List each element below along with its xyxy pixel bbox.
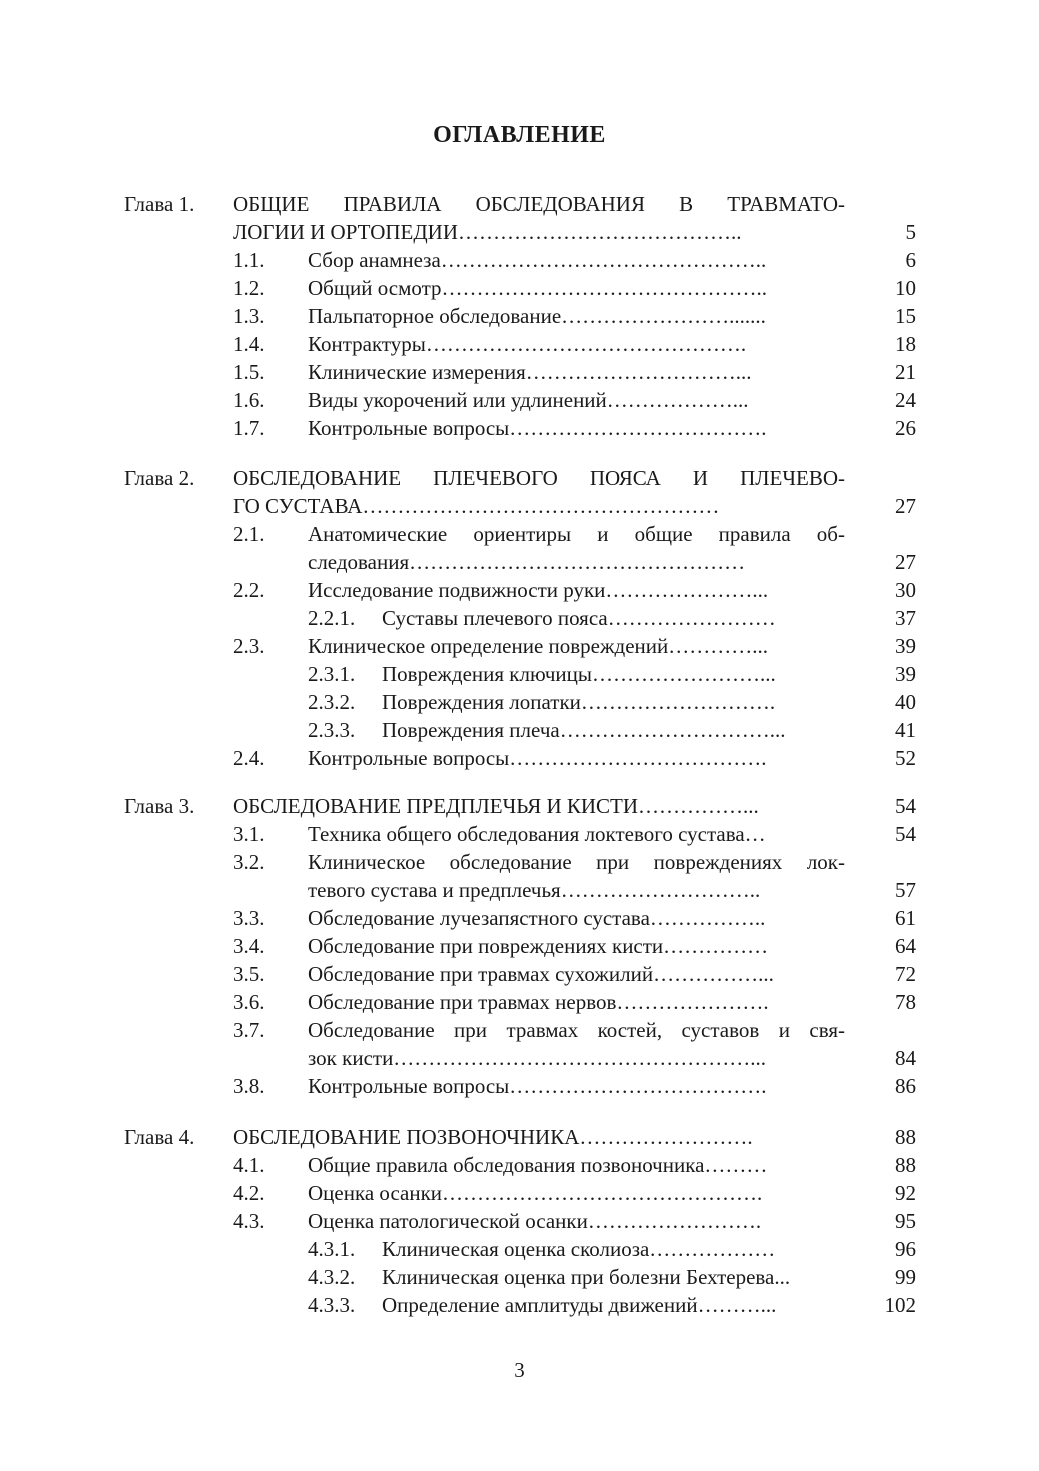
- section-number: 4.2.: [233, 1181, 265, 1205]
- section-page-number: 61: [895, 906, 916, 930]
- section-title: Контрольные вопросы……………………………….: [308, 1074, 767, 1098]
- section-title: Пальпаторное обследование…………………….......: [308, 304, 766, 328]
- chapter-title: ОБСЛЕДОВАНИЕ ПРЕДПЛЕЧЬЯ И КИСТИ……………...: [233, 794, 759, 818]
- chapter-page-number: 27: [895, 494, 916, 518]
- section-page-number: 27: [895, 550, 916, 574]
- section-title: Общие правила обследования позвоночника………: [308, 1153, 768, 1177]
- section-page-number: 84: [895, 1046, 916, 1070]
- section-title: Сбор анамнеза………………………………………..: [308, 248, 767, 272]
- section-number: 2.3.: [233, 634, 265, 658]
- chapter-title: ГО СУСТАВА……………………………………………: [233, 494, 720, 518]
- section-number: 1.4.: [233, 332, 265, 356]
- chapter-page-number: 5: [905, 220, 916, 244]
- section-title: Клиническая оценка при болезни Бехтерева...: [382, 1265, 791, 1289]
- section-page-number: 64: [895, 934, 916, 958]
- section-title: Обследование при травмах костей, суставов и свя-: [308, 1018, 845, 1042]
- section-number: 4.3.: [233, 1209, 265, 1233]
- section-title: Общий осмотр………………………………………..: [308, 276, 768, 300]
- section-page-number: 24: [895, 388, 916, 412]
- section-number: 3.8.: [233, 1074, 265, 1098]
- section-title: Обследование при травмах нервов………………….: [308, 990, 769, 1014]
- section-page-number: 37: [895, 606, 916, 630]
- section-number: 3.5.: [233, 962, 265, 986]
- section-page-number: 21: [895, 360, 916, 384]
- section-number: 2.2.: [233, 578, 265, 602]
- section-title: Исследование подвижности руки…………………...: [308, 578, 769, 602]
- section-title: Определение амплитуды движений………...: [382, 1293, 777, 1317]
- section-page-number: 88: [895, 1153, 916, 1177]
- section-number: 2.1.: [233, 522, 265, 546]
- section-page-number: 95: [895, 1209, 916, 1233]
- section-page-number: 6: [905, 248, 916, 272]
- section-title: Контрольные вопросы……………………………….: [308, 416, 767, 440]
- section-title: Клинические измерения…………………………...: [308, 360, 752, 384]
- section-page-number: 30: [895, 578, 916, 602]
- section-page-number: 15: [895, 304, 916, 328]
- section-title: Клиническое определение повреждений…………...: [308, 634, 768, 658]
- chapter-title: ОБЩИЕ ПРАВИЛА ОБСЛЕДОВАНИЯ В ТРАВМАТО-: [233, 192, 845, 216]
- section-number: 3.4.: [233, 934, 265, 958]
- section-number: 1.5.: [233, 360, 265, 384]
- section-page-number: 92: [895, 1181, 916, 1205]
- section-number: 4.3.1.: [308, 1237, 356, 1261]
- section-title: Оценка осанки……………………………………….: [308, 1181, 763, 1205]
- section-title: Контрактуры……………………………………….: [308, 332, 747, 356]
- section-number: 1.6.: [233, 388, 265, 412]
- section-number: 2.3.1.: [308, 662, 356, 686]
- section-number: 4.1.: [233, 1153, 265, 1177]
- section-number: 2.3.2.: [308, 690, 356, 714]
- section-number: 3.6.: [233, 990, 265, 1014]
- section-title: Повреждения ключицы……………………...: [382, 662, 776, 686]
- section-title: тевого сустава и предплечья………………………..: [308, 878, 761, 902]
- section-number: 3.2.: [233, 850, 265, 874]
- section-page-number: 40: [895, 690, 916, 714]
- section-title: Виды укорочений или удлинений………………...: [308, 388, 749, 412]
- chapter-label: Глава 2.: [124, 466, 195, 490]
- chapter-label: Глава 3.: [124, 794, 195, 818]
- section-page-number: 39: [895, 634, 916, 658]
- section-number: 1.7.: [233, 416, 265, 440]
- chapter-label: Глава 4.: [124, 1125, 195, 1149]
- section-page-number: 96: [895, 1237, 916, 1261]
- section-number: 1.2.: [233, 276, 265, 300]
- section-number: 4.3.2.: [308, 1265, 356, 1289]
- section-page-number: 26: [895, 416, 916, 440]
- section-page-number: 52: [895, 746, 916, 770]
- section-page-number: 41: [895, 718, 916, 742]
- section-page-number: 86: [895, 1074, 916, 1098]
- section-title: зок кисти……………………………………………...: [308, 1046, 767, 1070]
- section-number: 1.1.: [233, 248, 265, 272]
- section-page-number: 39: [895, 662, 916, 686]
- chapter-label: Глава 1.: [124, 192, 195, 216]
- page-title: ОГЛАВЛЕНИЕ: [433, 122, 606, 148]
- page-number: 3: [514, 1358, 525, 1382]
- chapter-page-number: 54: [895, 794, 916, 818]
- section-title: следования…………………………………………: [308, 550, 746, 574]
- section-number: 2.4.: [233, 746, 265, 770]
- section-number: 2.3.3.: [308, 718, 356, 742]
- section-page-number: 72: [895, 962, 916, 986]
- section-title: Повреждения плеча…………………………...: [382, 718, 786, 742]
- chapter-page-number: 88: [895, 1125, 916, 1149]
- section-page-number: 78: [895, 990, 916, 1014]
- chapter-title: ЛОГИИ И ОРТОПЕДИИ…………………………………..: [233, 220, 742, 244]
- section-number: 2.2.1.: [308, 606, 356, 630]
- section-page-number: 99: [895, 1265, 916, 1289]
- chapter-title: ОБСЛЕДОВАНИЕ ПЛЕЧЕВОГО ПОЯСА И ПЛЕЧЕВО-: [233, 466, 845, 490]
- section-title: Обследование при повреждениях кисти……………: [308, 934, 769, 958]
- section-page-number: 18: [895, 332, 916, 356]
- section-title: Оценка патологической осанки…………………….: [308, 1209, 762, 1233]
- section-page-number: 57: [895, 878, 916, 902]
- section-title: Анатомические ориентиры и общие правила об-: [308, 522, 845, 546]
- section-page-number: 10: [895, 276, 916, 300]
- section-title: Клиническое обследование при повреждениях лок-: [308, 850, 845, 874]
- section-number: 3.3.: [233, 906, 265, 930]
- section-title: Обследование при травмах сухожилий……………...: [308, 962, 774, 986]
- section-title: Техника общего обследования локтевого сустава…: [308, 822, 766, 846]
- section-page-number: 54: [895, 822, 916, 846]
- section-title: Контрольные вопросы……………………………….: [308, 746, 767, 770]
- section-title: Обследование лучезапястного сустава……………..: [308, 906, 766, 930]
- section-title: Суставы плечевого пояса……………………: [382, 606, 776, 630]
- section-number: 3.1.: [233, 822, 265, 846]
- section-page-number: 102: [884, 1293, 916, 1317]
- section-title: Повреждения лопатки……………………….: [382, 690, 776, 714]
- section-number: 4.3.3.: [308, 1293, 356, 1317]
- chapter-title: ОБСЛЕДОВАНИЕ ПОЗВОНОЧНИКА…………………….: [233, 1125, 753, 1149]
- section-number: 1.3.: [233, 304, 265, 328]
- section-number: 3.7.: [233, 1018, 265, 1042]
- section-title: Клиническая оценка сколиоза………………: [382, 1237, 776, 1261]
